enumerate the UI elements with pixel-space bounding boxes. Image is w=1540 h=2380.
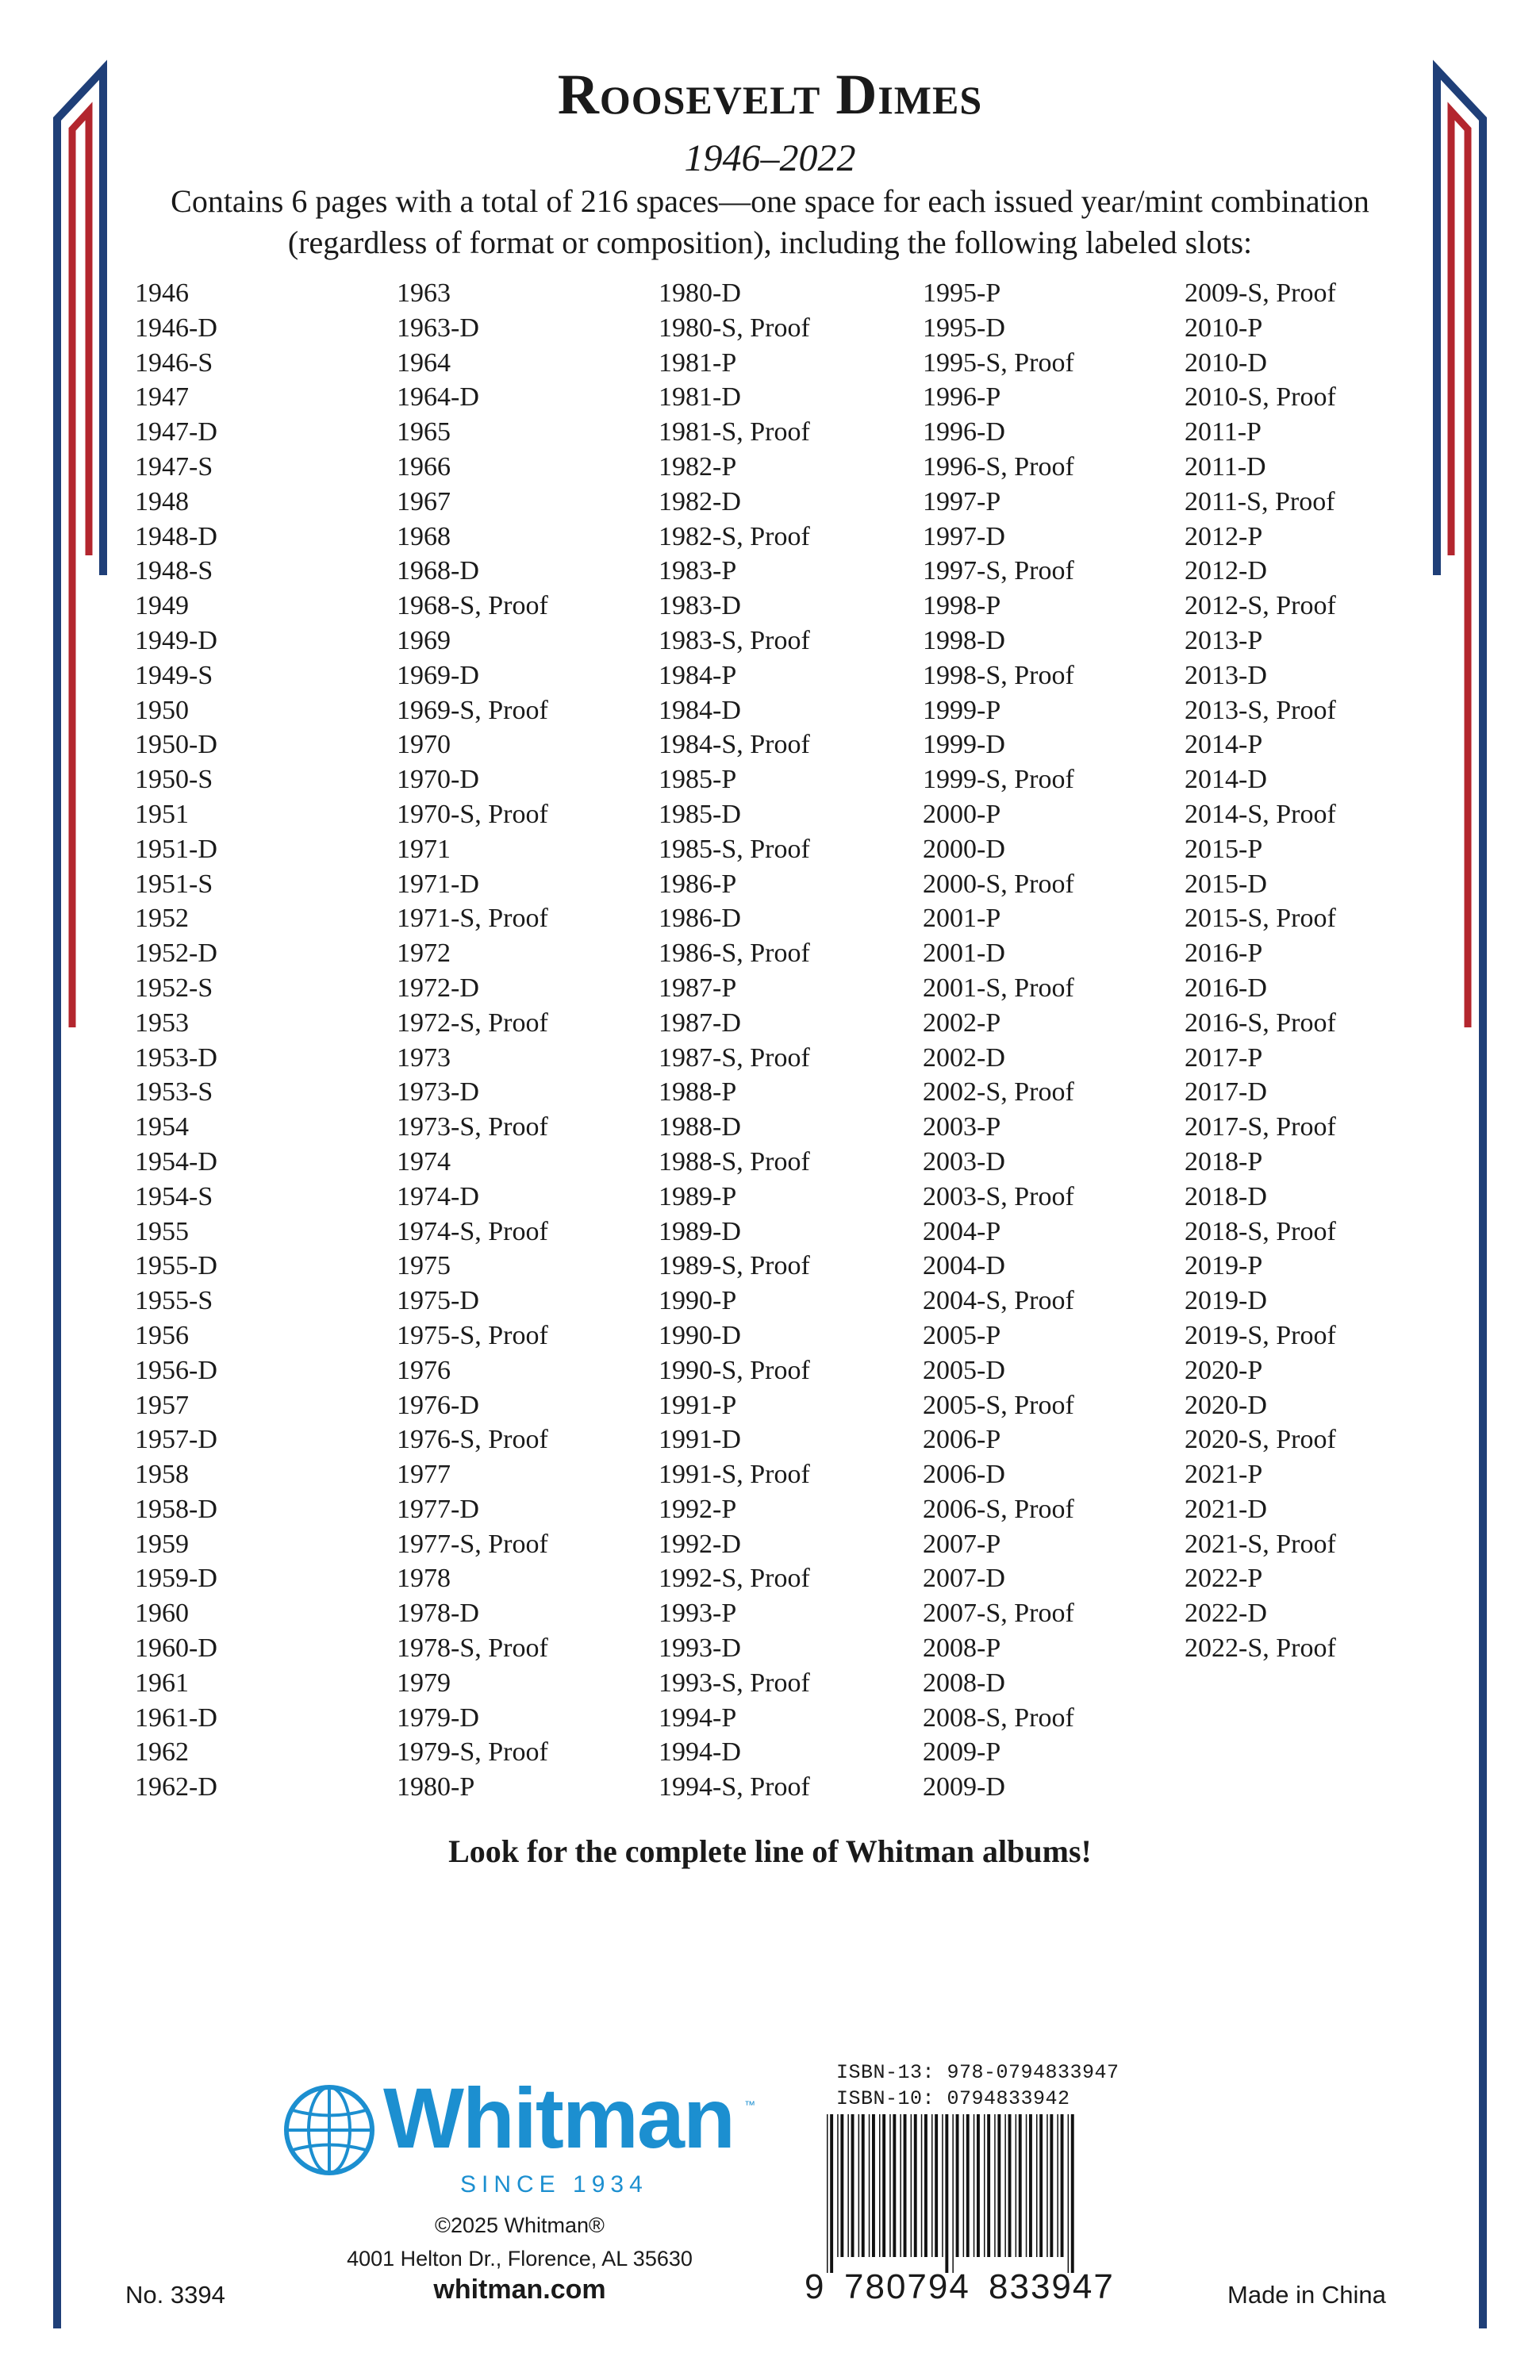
slot-label: 1957: [135, 1390, 189, 1420]
slot-label: 2012-D: [1185, 556, 1267, 586]
slot-label: 1977-D: [397, 1494, 479, 1524]
slot-label: 2002-D: [923, 1042, 1005, 1073]
slot-label: 1989-S, Proof: [659, 1251, 810, 1281]
slot-label: 2021-D: [1185, 1494, 1267, 1524]
slot-label: 1960-D: [135, 1633, 217, 1664]
slot-label: 2005-D: [923, 1355, 1005, 1385]
slot-label: 1996-D: [923, 417, 1005, 447]
date-range: 1946–2022: [684, 137, 856, 179]
barcode-bar: [851, 2114, 854, 2257]
slot-label: 1971-D: [397, 869, 479, 899]
slot-label: 2016-S, Proof: [1185, 1008, 1336, 1038]
slot-label: 1984-P: [659, 660, 737, 690]
slot-label: 2006-S, Proof: [923, 1494, 1074, 1524]
slot-column: [397, 276, 548, 1805]
slot-label: 1983-P: [659, 556, 737, 586]
slot-label: 1970-D: [397, 765, 479, 795]
slot-label: 1985-S, Proof: [659, 834, 810, 864]
slot-label: 1991-S, Proof: [659, 1460, 810, 1490]
slot-label: 2001-S, Proof: [923, 973, 1074, 1003]
barcode-bar: [1068, 2114, 1070, 2273]
slot-label: 2014-P: [1185, 730, 1263, 760]
slot-label: 1972: [397, 939, 451, 969]
slot-label: 2008-P: [923, 1633, 1001, 1664]
slot-label: 2002-S, Proof: [923, 1077, 1074, 1107]
barcode-bar: [963, 2114, 965, 2257]
slot-label: 1982-D: [659, 486, 741, 516]
whitman-logo: [282, 2070, 758, 2198]
barcode-bar: [904, 2114, 907, 2257]
slot-label: 1986-P: [659, 869, 737, 899]
barcode-bar: [1061, 2114, 1064, 2257]
slot-label: 1969: [397, 625, 451, 655]
barcode-bar: [827, 2114, 828, 2273]
slot-label: 1995-S, Proof: [923, 347, 1074, 378]
slot-label: 1973-S, Proof: [397, 1112, 548, 1142]
barcode-bar: [931, 2114, 933, 2257]
slot-label: 1982-P: [659, 451, 737, 482]
since-line: SINCE 1934: [460, 2171, 648, 2198]
barcode-digits-right: 833947: [989, 2267, 1115, 2306]
slot-label: 1990-S, Proof: [659, 1355, 810, 1385]
slot-label: 1995-P: [923, 278, 1001, 308]
slot-label: 1996-P: [923, 382, 1001, 413]
slot-label: 1984-S, Proof: [659, 730, 810, 760]
slot-label: 1988-P: [659, 1077, 737, 1107]
barcode-bar: [942, 2114, 943, 2257]
slot-label: 1958-D: [135, 1494, 217, 1524]
barcode-bar: [921, 2114, 923, 2257]
slot-label: 1992-P: [659, 1494, 737, 1524]
barcode-bar: [924, 2114, 927, 2257]
slot-label: 1948: [135, 486, 189, 516]
slot-label: 1963-D: [397, 313, 479, 343]
slot-label: 1997-D: [923, 521, 1005, 551]
slot-label: 2003-P: [923, 1112, 1001, 1142]
slot-label: 1953: [135, 1008, 189, 1038]
barcode-bar: [1036, 2114, 1038, 2257]
slot-label: 1989-P: [659, 1181, 737, 1211]
slot-label: 1978-S, Proof: [397, 1633, 548, 1664]
slot-label: 1986-S, Proof: [659, 939, 810, 969]
slot-label: 1972-S, Proof: [397, 1008, 548, 1038]
slot-label: 1987-D: [659, 1008, 741, 1038]
slot-label: 2001-P: [923, 904, 1001, 934]
barcode-bar: [1071, 2114, 1074, 2273]
slot-column: [923, 276, 1074, 1805]
slot-label: 1961-D: [135, 1702, 217, 1733]
barcode-bar: [956, 2114, 959, 2257]
slot-label: 2020-S, Proof: [1185, 1425, 1336, 1455]
slot-label: 1946-S: [135, 347, 213, 378]
slot-label: 1949-D: [135, 625, 217, 655]
slot-label: 1964: [397, 347, 451, 378]
website: whitman.com: [433, 2274, 606, 2305]
slot-label: 1981-D: [659, 382, 741, 413]
slot-label: 2008-S, Proof: [923, 1702, 1074, 1733]
slot-label: 1977-S, Proof: [397, 1529, 548, 1559]
slot-label: 2010-S, Proof: [1185, 382, 1336, 413]
slot-label: 1951-D: [135, 834, 217, 864]
slot-label: 1966: [397, 451, 451, 482]
slot-label: 2008-D: [923, 1668, 1005, 1698]
slot-label: 1987-P: [659, 973, 737, 1003]
slot-label: 2013-S, Proof: [1185, 695, 1336, 725]
slot-label: 1955: [135, 1216, 189, 1246]
slot-label: 1988-S, Proof: [659, 1146, 810, 1177]
slot-label: 2015-S, Proof: [1185, 904, 1336, 934]
slot-label: 2018-S, Proof: [1185, 1216, 1336, 1246]
barcode-bar: [997, 2114, 1000, 2257]
slot-label: 1978: [397, 1564, 451, 1594]
slot-label: 2001-D: [923, 939, 1005, 969]
slot-label: 1980-D: [659, 278, 741, 308]
slot-label: 2017-D: [1185, 1077, 1267, 1107]
slot-label: 2007-S, Proof: [923, 1599, 1074, 1629]
barcode-bar: [840, 2114, 843, 2257]
slot-label: 1985-D: [659, 799, 741, 829]
slot-label: 1954: [135, 1112, 189, 1142]
page-title: Roosevelt Dimes: [557, 63, 983, 126]
slot-label: 1960: [135, 1599, 189, 1629]
slot-label: 1998-S, Proof: [923, 660, 1074, 690]
slot-label: 2021-S, Proof: [1185, 1529, 1336, 1559]
slot-label: 2010-D: [1185, 347, 1267, 378]
slot-label: 1980-S, Proof: [659, 313, 810, 343]
slot-label: 1971-S, Proof: [397, 904, 548, 934]
barcode-bar: [935, 2114, 938, 2257]
slot-label: 2013-D: [1185, 660, 1267, 690]
slot-label: 1963: [397, 278, 451, 308]
slot-label: 2006-P: [923, 1425, 1001, 1455]
slot-label: 1973: [397, 1042, 451, 1073]
slot-label: 1999-D: [923, 730, 1005, 760]
slot-label: 1957-D: [135, 1425, 217, 1455]
slot-label: 1991-P: [659, 1390, 737, 1420]
slot-label: 1969-S, Proof: [397, 695, 548, 725]
slot-label: 2019-P: [1185, 1251, 1263, 1281]
slot-label: 2000-D: [923, 834, 1005, 864]
slot-label: 1982-S, Proof: [659, 521, 810, 551]
slot-label: 1977: [397, 1460, 451, 1490]
barcode-bar: [994, 2114, 996, 2257]
slot-label: 2011-S, Proof: [1185, 486, 1335, 516]
slot-label: 1947-D: [135, 417, 217, 447]
slot-label: 1992-S, Proof: [659, 1564, 810, 1594]
slot-label: 1959: [135, 1529, 189, 1559]
slot-label: 1961: [135, 1668, 189, 1698]
slot-label: 2007-P: [923, 1529, 1001, 1559]
slot-label: 2022-P: [1185, 1564, 1263, 1594]
globe-icon: [282, 2082, 377, 2178]
slot-label: 2021-P: [1185, 1460, 1263, 1490]
slot-label: 1968-D: [397, 556, 479, 586]
slot-label: 1953-S: [135, 1077, 213, 1107]
slot-label: 1952-D: [135, 939, 217, 969]
slot-label: 2012-P: [1185, 521, 1263, 551]
slot-label: 2018-P: [1185, 1146, 1263, 1177]
slot-label: 2000-P: [923, 799, 1001, 829]
slot-label: 2011-D: [1185, 451, 1266, 482]
album-description: Contains 6 pages with a total of 216 spaces—one space for each issued year/mint combination (regardless of format or composition), including the following labeled slots:: [171, 183, 1369, 260]
slot-label: 1970-S, Proof: [397, 799, 548, 829]
trademark-mark: ™: [744, 2098, 755, 2111]
slot-label: 2022-D: [1185, 1599, 1267, 1629]
barcode-bar: [869, 2114, 870, 2257]
slot-label: 2014-S, Proof: [1185, 799, 1336, 829]
barcode-bar: [882, 2114, 885, 2257]
slot-label: 1962-D: [135, 1772, 217, 1802]
slot-label: 2013-P: [1185, 625, 1263, 655]
slot-label: 1974-D: [397, 1181, 479, 1211]
slot-label: 1995-D: [923, 313, 1005, 343]
slot-column: [659, 276, 810, 1805]
slot-label: 2018-D: [1185, 1181, 1267, 1211]
slot-label: 1992-D: [659, 1529, 741, 1559]
barcode-bar: [1057, 2114, 1058, 2257]
slot-label: 1968-S, Proof: [397, 591, 548, 621]
barcode-bar: [977, 2114, 980, 2257]
slot-label: 1975: [397, 1251, 451, 1281]
slot-label: 1949-S: [135, 660, 213, 690]
slot-label: 1969-D: [397, 660, 479, 690]
barcode-bar: [974, 2114, 975, 2257]
slot-label: 1954-D: [135, 1146, 217, 1177]
slot-label: 1951: [135, 799, 189, 829]
slot-label: 1984-D: [659, 695, 741, 725]
slot-label: 1990-P: [659, 1286, 737, 1316]
slot-label: 1979-S, Proof: [397, 1737, 548, 1768]
slot-label: 1947: [135, 382, 189, 413]
barcode-bar: [1047, 2114, 1048, 2257]
tagline: Look for the complete line of Whitman albums!: [448, 1833, 1092, 1869]
slot-label: 1946-D: [135, 313, 217, 343]
barcode-bar: [966, 2114, 970, 2257]
slot-label: 1994-S, Proof: [659, 1772, 810, 1802]
country-of-origin: Made in China: [1227, 2281, 1386, 2309]
slot-label: 2009-S, Proof: [1185, 278, 1336, 308]
barcode-bar: [889, 2114, 891, 2257]
slot-label: 2010-P: [1185, 313, 1263, 343]
slot-label: 2009-D: [923, 1772, 1005, 1802]
slot-label: 1976-D: [397, 1390, 479, 1420]
slot-label: 1981-P: [659, 347, 737, 378]
slot-label: 2003-S, Proof: [923, 1181, 1074, 1211]
barcode-bar: [952, 2114, 954, 2273]
barcode-digit-lead: 9: [805, 2267, 826, 2306]
slot-label: 1948-S: [135, 556, 213, 586]
slot-label: 1986-D: [659, 904, 741, 934]
slot-label: 1979-D: [397, 1702, 479, 1733]
slot-label: 1967: [397, 486, 451, 516]
barcode-digits-left: 780794: [844, 2267, 970, 2306]
slot-label: 1947-S: [135, 451, 213, 482]
slot-label: 1994-D: [659, 1737, 741, 1768]
slot-label: 2011-P: [1185, 417, 1262, 447]
slot-label: 2020-D: [1185, 1390, 1267, 1420]
slot-label: 2016-D: [1185, 973, 1267, 1003]
barcode-bar: [1008, 2114, 1012, 2257]
slot-label: 2017-S, Proof: [1185, 1112, 1336, 1142]
slot-label: 1965: [397, 417, 451, 447]
barcode-bar: [872, 2114, 875, 2257]
slot-label: 2005-P: [923, 1320, 1001, 1350]
slot-label: 1953-D: [135, 1042, 217, 1073]
barcode-bar: [1004, 2114, 1006, 2257]
slot-column: [135, 276, 217, 1805]
slot-label: 2002-P: [923, 1008, 1001, 1038]
barcode-bar: [914, 2114, 917, 2257]
slot-label: 1997-S, Proof: [923, 556, 1074, 586]
barcode-bar: [900, 2114, 901, 2257]
barcode-bar: [893, 2114, 896, 2257]
barcode-bar: [1050, 2114, 1053, 2257]
copyright: ©2025 Whitman®: [435, 2213, 605, 2237]
slot-label: 1985-P: [659, 765, 737, 795]
barcode-bar: [862, 2114, 865, 2257]
barcode-bar: [858, 2114, 860, 2257]
slot-label: 1976-S, Proof: [397, 1425, 548, 1455]
slot-label: 1988-D: [659, 1112, 741, 1142]
slot-label: 1946: [135, 278, 189, 308]
address: 4001 Helton Dr., Florence, AL 35630: [347, 2247, 693, 2271]
slot-label: 1997-P: [923, 486, 1001, 516]
slot-label: 2006-D: [923, 1460, 1005, 1490]
slot-label: 1993-S, Proof: [659, 1668, 810, 1698]
slot-label: 1975-S, Proof: [397, 1320, 548, 1350]
isbn-10: ISBN-10: 0794833942: [836, 2087, 1070, 2110]
slot-label: 2020-P: [1185, 1355, 1263, 1385]
slot-label: 1952-S: [135, 973, 213, 1003]
slot-label: 1968: [397, 521, 451, 551]
barcode-bar: [879, 2114, 881, 2257]
slot-label: 2019-S, Proof: [1185, 1320, 1336, 1350]
slot-label: 1971: [397, 834, 451, 864]
slot-label: 1975-D: [397, 1286, 479, 1316]
slot-label: 1962: [135, 1737, 189, 1768]
barcode-bar: [987, 2114, 990, 2257]
slot-label: 2007-D: [923, 1564, 1005, 1594]
slot-label: 1950-S: [135, 765, 213, 795]
slot-label: 1996-S, Proof: [923, 451, 1074, 482]
slot-label: 2015-P: [1185, 834, 1263, 864]
slot-label: 1980-P: [397, 1772, 475, 1802]
slot-label: 1955-S: [135, 1286, 213, 1316]
slot-column: [1185, 276, 1336, 1666]
slot-label: 1956: [135, 1320, 189, 1350]
slot-label: 2003-D: [923, 1146, 1005, 1177]
barcode-bar: [1026, 2114, 1027, 2257]
slot-label: 1978-D: [397, 1599, 479, 1629]
slot-label: 1970: [397, 730, 451, 760]
slot-label: 2019-D: [1185, 1286, 1267, 1316]
barcode-bar: [911, 2114, 912, 2257]
slot-label: 2004-P: [923, 1216, 1001, 1246]
slot-label: 2004-D: [923, 1251, 1005, 1281]
slot-label: 2017-P: [1185, 1042, 1263, 1073]
slot-label: 2015-D: [1185, 869, 1267, 899]
slot-label: 2022-S, Proof: [1185, 1633, 1336, 1664]
slot-label: 2014-D: [1185, 765, 1267, 795]
slot-label: 1990-D: [659, 1320, 741, 1350]
slot-label: 1956-D: [135, 1355, 217, 1385]
slot-label: 1974-S, Proof: [397, 1216, 548, 1246]
slot-label: 1952: [135, 904, 189, 934]
left-ribbon-decoration: [0, 0, 119, 2380]
slot-label: 1958: [135, 1460, 189, 1490]
slot-label: 1948-D: [135, 521, 217, 551]
slot-label: 1974: [397, 1146, 451, 1177]
isbn-13: ISBN-13: 978-0794833947: [836, 2061, 1119, 2084]
slot-label: 1998-D: [923, 625, 1005, 655]
slot-label: 2000-S, Proof: [923, 869, 1074, 899]
slot-label: 1994-P: [659, 1702, 737, 1733]
slot-label: 2005-S, Proof: [923, 1390, 1074, 1420]
slot-label: 2004-S, Proof: [923, 1286, 1074, 1316]
slot-label: 1950-D: [135, 730, 217, 760]
slot-label: 1972-D: [397, 973, 479, 1003]
brand-name: Whitman: [383, 2070, 734, 2166]
slot-label: 1991-D: [659, 1425, 741, 1455]
slot-label: 1964-D: [397, 382, 479, 413]
slot-label: 1999-S, Proof: [923, 765, 1074, 795]
barcode-bar: [1039, 2114, 1043, 2257]
barcode-bar: [984, 2114, 985, 2257]
slot-label: 1989-D: [659, 1216, 741, 1246]
slot-label: 2016-P: [1185, 939, 1263, 969]
barcode-bar: [830, 2114, 833, 2273]
slot-label: 1959-D: [135, 1564, 217, 1594]
slot-label: 1998-P: [923, 591, 1001, 621]
barcode-bar: [945, 2114, 948, 2273]
slot-label: 1951-S: [135, 869, 213, 899]
right-ribbon-decoration: [1421, 0, 1540, 2380]
catalog-number: No. 3394: [125, 2281, 225, 2309]
barcode-bar: [1019, 2114, 1022, 2257]
slot-label: 1983-S, Proof: [659, 625, 810, 655]
slot-label: 1950: [135, 695, 189, 725]
slot-label: 1954-S: [135, 1181, 213, 1211]
slot-label: 1976: [397, 1355, 451, 1385]
slot-label: 1955-D: [135, 1251, 217, 1281]
slot-label: 1999-P: [923, 695, 1001, 725]
slot-label: 1949: [135, 591, 189, 621]
barcode-bar: [837, 2114, 839, 2257]
slot-label: 2009-P: [923, 1737, 1001, 1768]
slot-label: 1993-P: [659, 1599, 737, 1629]
slot-label: 1979: [397, 1668, 451, 1698]
slot-label: 1987-S, Proof: [659, 1042, 810, 1073]
slot-label: 1981-S, Proof: [659, 417, 810, 447]
barcode: [820, 2114, 1138, 2273]
slot-label: 1973-D: [397, 1077, 479, 1107]
slot-label: 1993-D: [659, 1633, 741, 1664]
slot-label: 1983-D: [659, 591, 741, 621]
barcode-bar: [1029, 2114, 1032, 2257]
barcode-bar: [847, 2114, 849, 2257]
slot-label: 2012-S, Proof: [1185, 591, 1336, 621]
barcode-bar: [1016, 2114, 1017, 2257]
